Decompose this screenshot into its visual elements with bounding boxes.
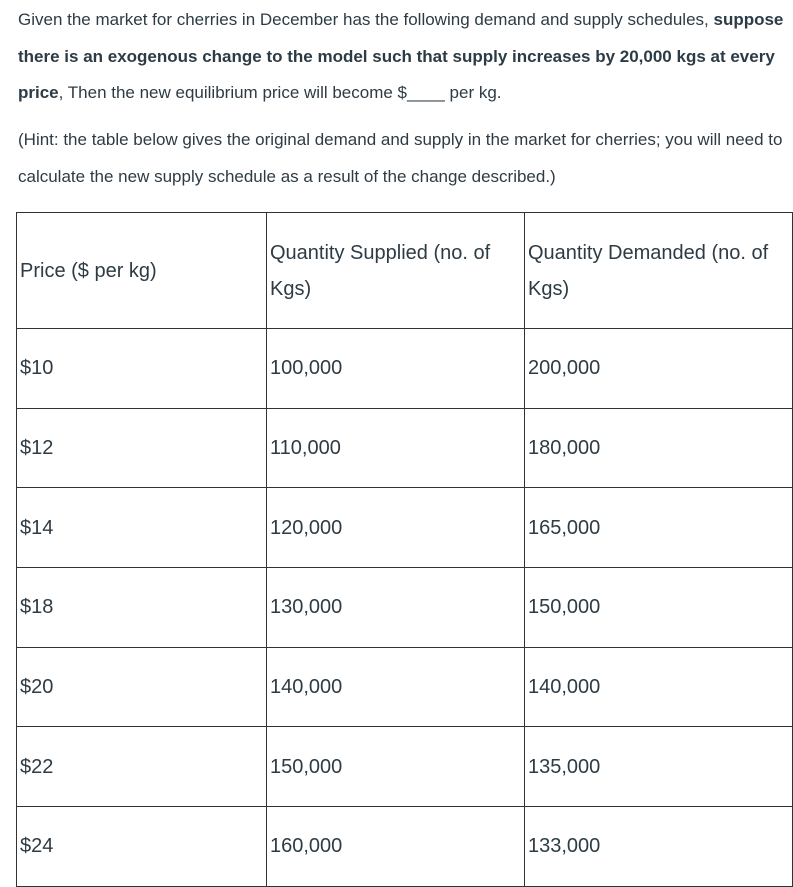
question-paragraph: [18, 2, 788, 112]
cell-supplied: 140,000: [267, 647, 525, 727]
cell-demanded: 140,000: [525, 647, 793, 727]
cell-price: $12: [17, 408, 267, 488]
cell-price: $24: [17, 807, 267, 887]
header-quantity-demanded: Quantity Demanded (no. of Kgs): [525, 213, 793, 329]
question-part-2: , Then the new equilibrium price will become $____ per kg.: [58, 83, 502, 102]
cell-demanded: 133,000: [525, 807, 793, 887]
cell-demanded: 200,000: [525, 329, 793, 409]
header-price: Price ($ per kg): [17, 213, 267, 329]
cell-supplied: 150,000: [267, 727, 525, 807]
cell-price: $14: [17, 488, 267, 568]
question-bold-part: suppose there is an exogenous change to the model such that supply increases by 20,000 kgs at every price: [18, 10, 784, 102]
cell-price: $22: [17, 727, 267, 807]
cell-demanded: 150,000: [525, 568, 793, 648]
table-row: [17, 568, 793, 648]
cell-supplied: 110,000: [267, 408, 525, 488]
hint-text: [18, 122, 788, 195]
question-part-1: Given the market for cherries in December has the following demand and supply schedules,: [18, 10, 714, 29]
cell-supplied: 130,000: [267, 568, 525, 648]
table-row: [17, 807, 793, 887]
question-text: [18, 2, 788, 112]
cell-demanded: 135,000: [525, 727, 793, 807]
table-header-row: [17, 213, 793, 329]
cell-supplied: 100,000: [267, 329, 525, 409]
table-row: [17, 408, 793, 488]
hint-paragraph: (Hint: the table below gives the original demand and supply in the market for cherries; you will need to calculate the new supply schedule as a result of the change described.): [18, 130, 783, 186]
table-row: [17, 647, 793, 727]
table-row: [17, 329, 793, 409]
table-row: [17, 727, 793, 807]
cell-price: $10: [17, 329, 267, 409]
cell-supplied: 120,000: [267, 488, 525, 568]
table-row: [17, 488, 793, 568]
cell-price: $20: [17, 647, 267, 727]
cell-supplied: 160,000: [267, 807, 525, 887]
cell-demanded: 165,000: [525, 488, 793, 568]
cell-demanded: 180,000: [525, 408, 793, 488]
supply-demand-table: [16, 212, 793, 887]
cell-price: $18: [17, 568, 267, 648]
header-quantity-supplied: Quantity Supplied (no. of Kgs): [267, 213, 525, 329]
